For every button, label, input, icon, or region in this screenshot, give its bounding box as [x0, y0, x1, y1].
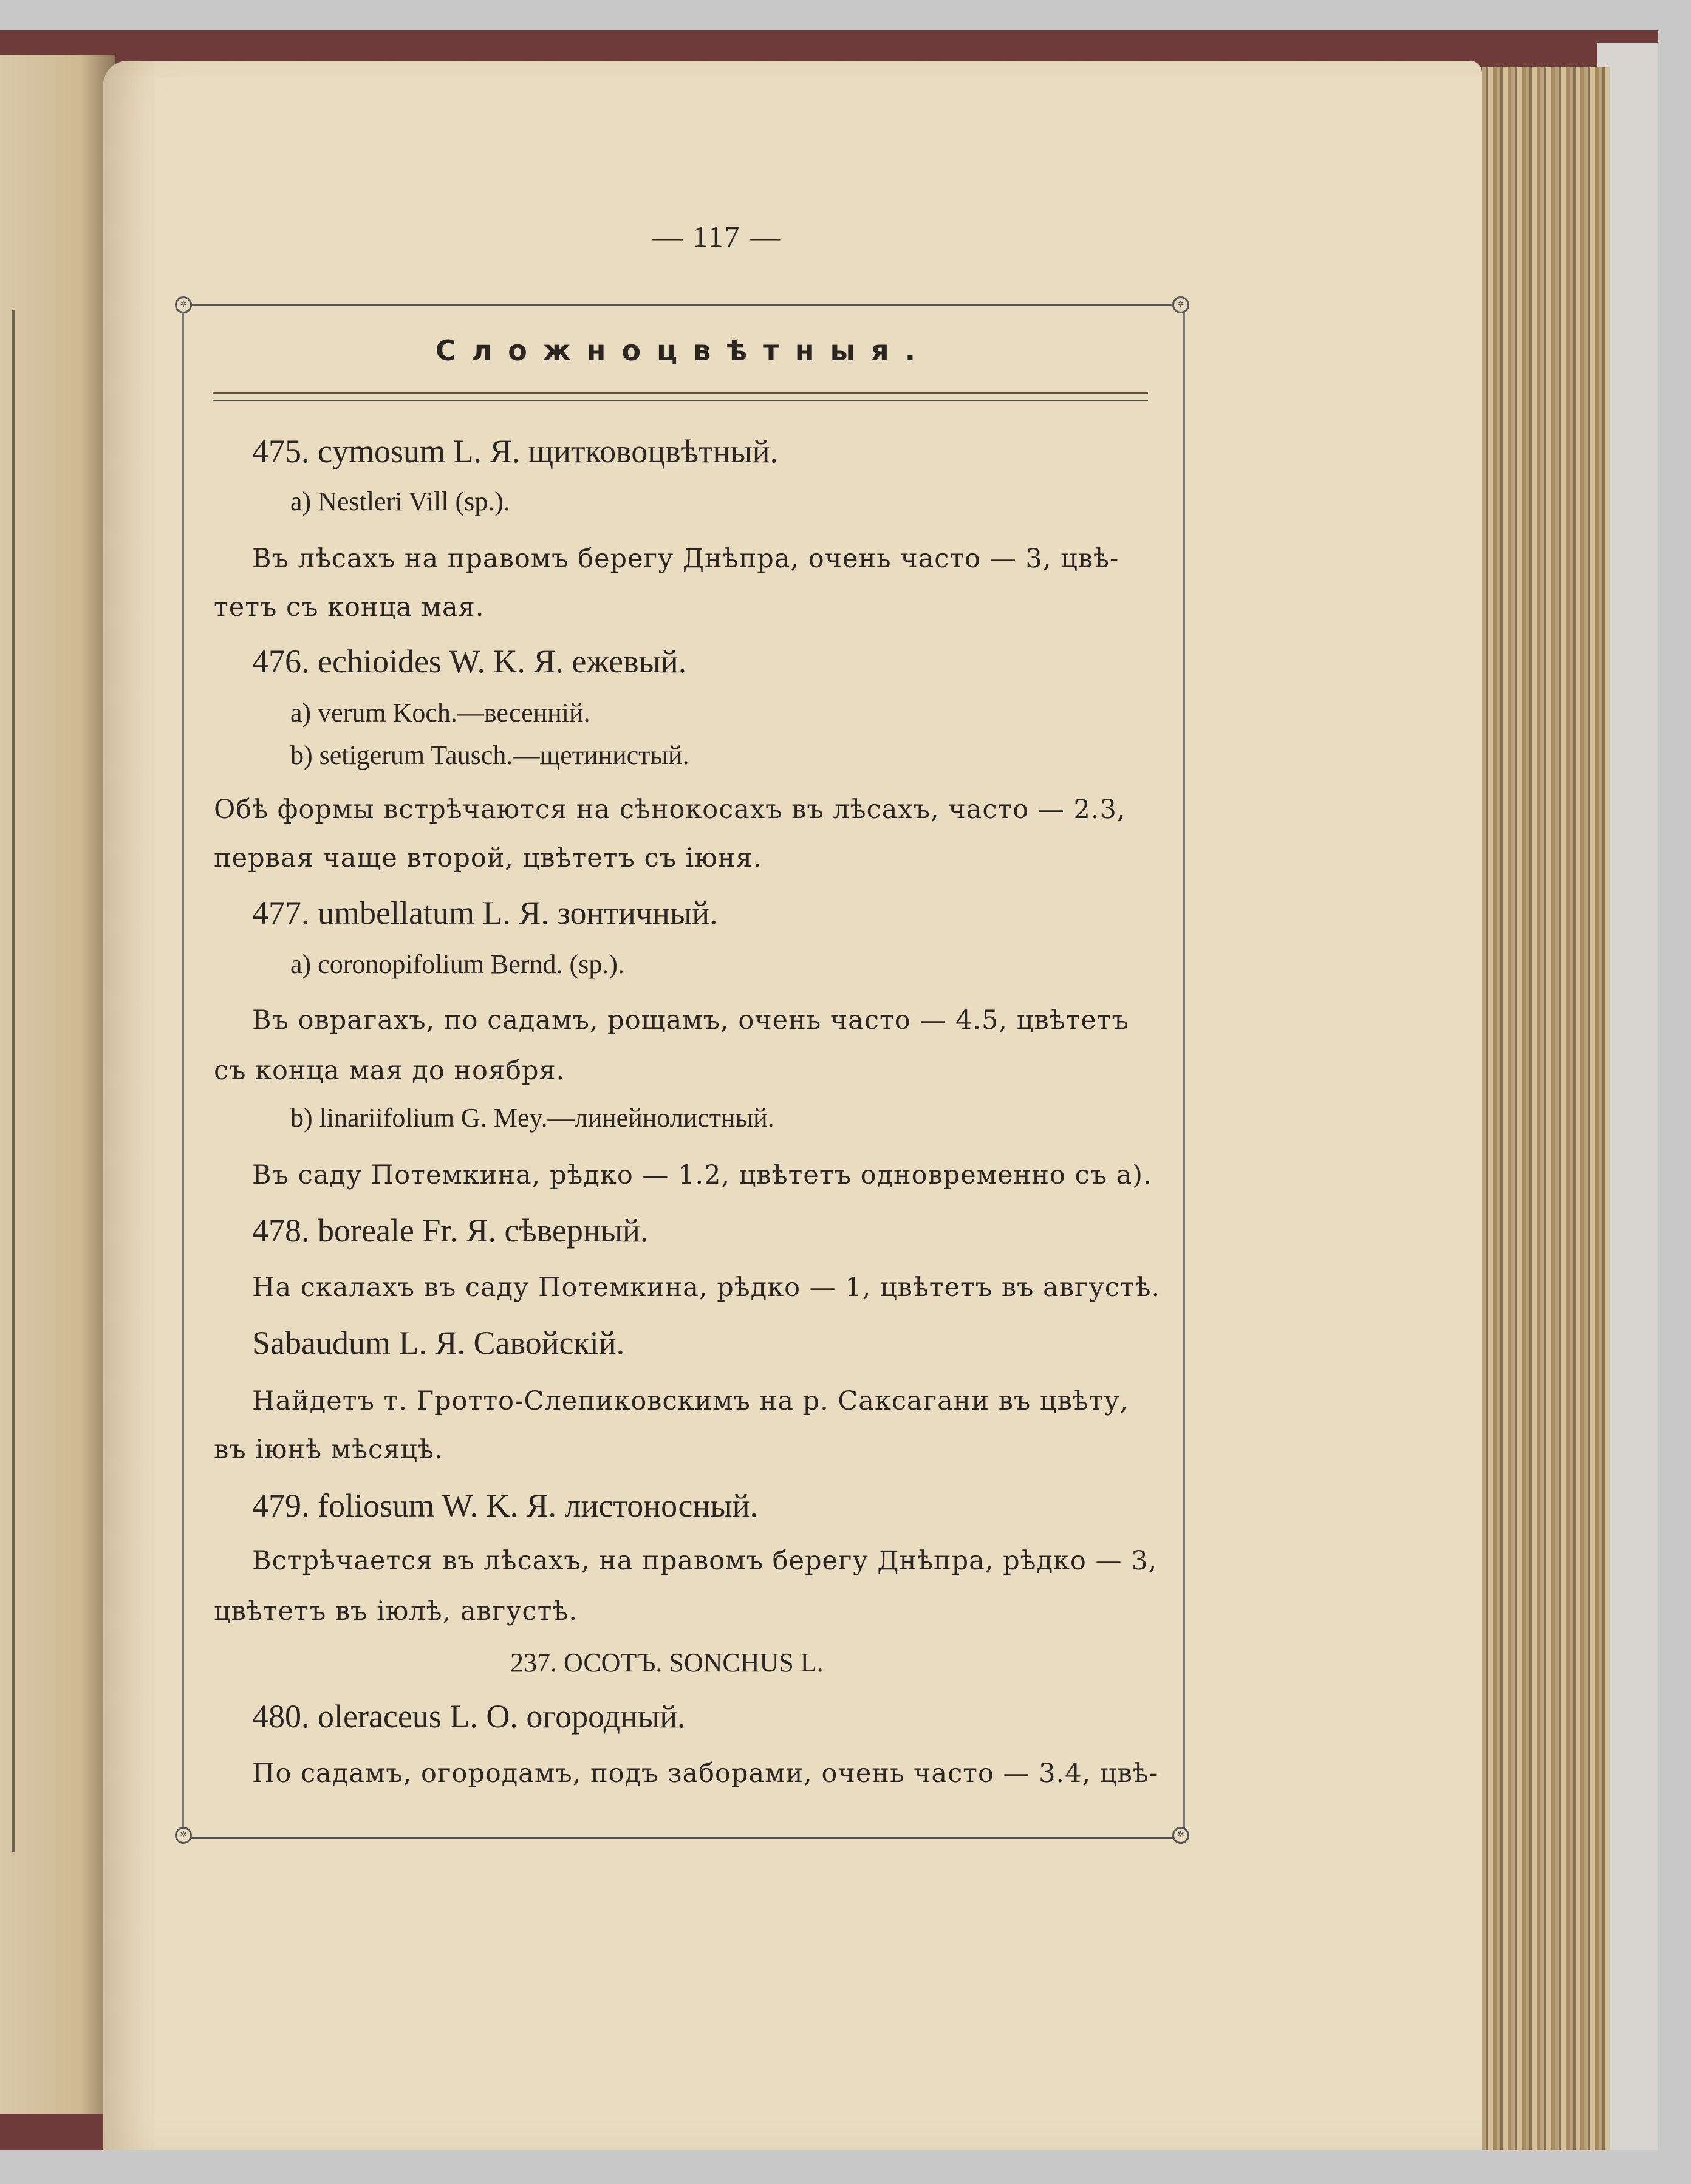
variety-line: b) linariifolium G. Mey.—линейнолистный. — [290, 1103, 774, 1133]
genus-heading: 237. ОСОТЪ. SONCHUS L. — [510, 1648, 824, 1677]
body-line: Найдетъ т. Гротто-Слепиковскимъ на р. Саксагани въ цвѣту, — [252, 1386, 1129, 1416]
body-line: въ іюнѣ мѣсяцѣ. — [214, 1435, 443, 1465]
body-line: Въ саду Потемкина, рѣдко — 1.2, цвѣтетъ одновременно съ a). — [252, 1160, 1152, 1190]
body-line: цвѣтетъ въ іюлѣ, августѣ. — [214, 1596, 578, 1626]
section-title: Сложноцвѣтныя. — [435, 334, 932, 367]
species-heading: 479. foliosum W. K. Я. листоносный. — [252, 1487, 759, 1524]
variety-line: a) verum Koch.—весенній. — [290, 698, 590, 728]
page-number: — 117 — — [652, 219, 782, 253]
frame-ornament-icon: ✲ — [1172, 296, 1189, 313]
variety-line: b) setigerum Tausch.—щетинистый. — [290, 740, 689, 770]
body-line: первая чаще второй, цвѣтетъ съ іюня. — [214, 843, 762, 873]
frame-ornament-icon: ✲ — [1172, 1827, 1189, 1844]
page-edges — [1482, 67, 1610, 2150]
body-line: Обѣ формы встрѣчаются на сѣнокосахъ въ лѣсахъ, часто — 2.3, — [214, 794, 1126, 825]
body-line: тетъ съ конца мая. — [214, 592, 485, 623]
frame-ornament-icon: ✲ — [175, 1827, 192, 1844]
variety-line: a) Nestleri Vill (sp.). — [290, 486, 510, 516]
species-heading: 477. umbellatum L. Я. зонтичный. — [252, 895, 718, 931]
variety-line: a) coronopifolium Bernd. (sp.). — [290, 949, 624, 979]
body-line: съ конца мая до ноября. — [214, 1056, 565, 1086]
body-line: Встрѣчается въ лѣсахъ, на правомъ берегу Днѣпра, рѣдко — 3, — [252, 1546, 1158, 1576]
title-rule — [213, 392, 1148, 401]
species-heading: 476. echioides W. K. Я. ежевый. — [252, 643, 687, 680]
frame-ornament-icon: ✲ — [175, 296, 192, 313]
species-heading: 475. cymosum L. Я. щитковоцвѣтный. — [252, 433, 779, 469]
species-heading: 480. oleraceus L. O. огородный. — [252, 1698, 686, 1735]
body-line: На скалахъ въ саду Потемкина, рѣдко — 1, цвѣтетъ въ августѣ. — [252, 1272, 1161, 1303]
left-page-frame-line — [12, 310, 15, 1852]
body-line: Въ оврагахъ, по садамъ, рощамъ, очень часто — 4.5, цвѣтетъ — [252, 1005, 1129, 1036]
species-heading: 478. boreale Fr. Я. сѣверный. — [252, 1212, 649, 1249]
species-heading: Sabaudum L. Я. Савойскій. — [252, 1325, 625, 1361]
body-line: По садамъ, огородамъ, подъ заборами, очень часто — 3.4, цвѣ- — [252, 1758, 1159, 1789]
body-line: Въ лѣсахъ на правомъ берегу Днѣпра, очень часто — 3, цвѣ- — [252, 544, 1119, 574]
left-page-edge — [0, 55, 115, 2114]
